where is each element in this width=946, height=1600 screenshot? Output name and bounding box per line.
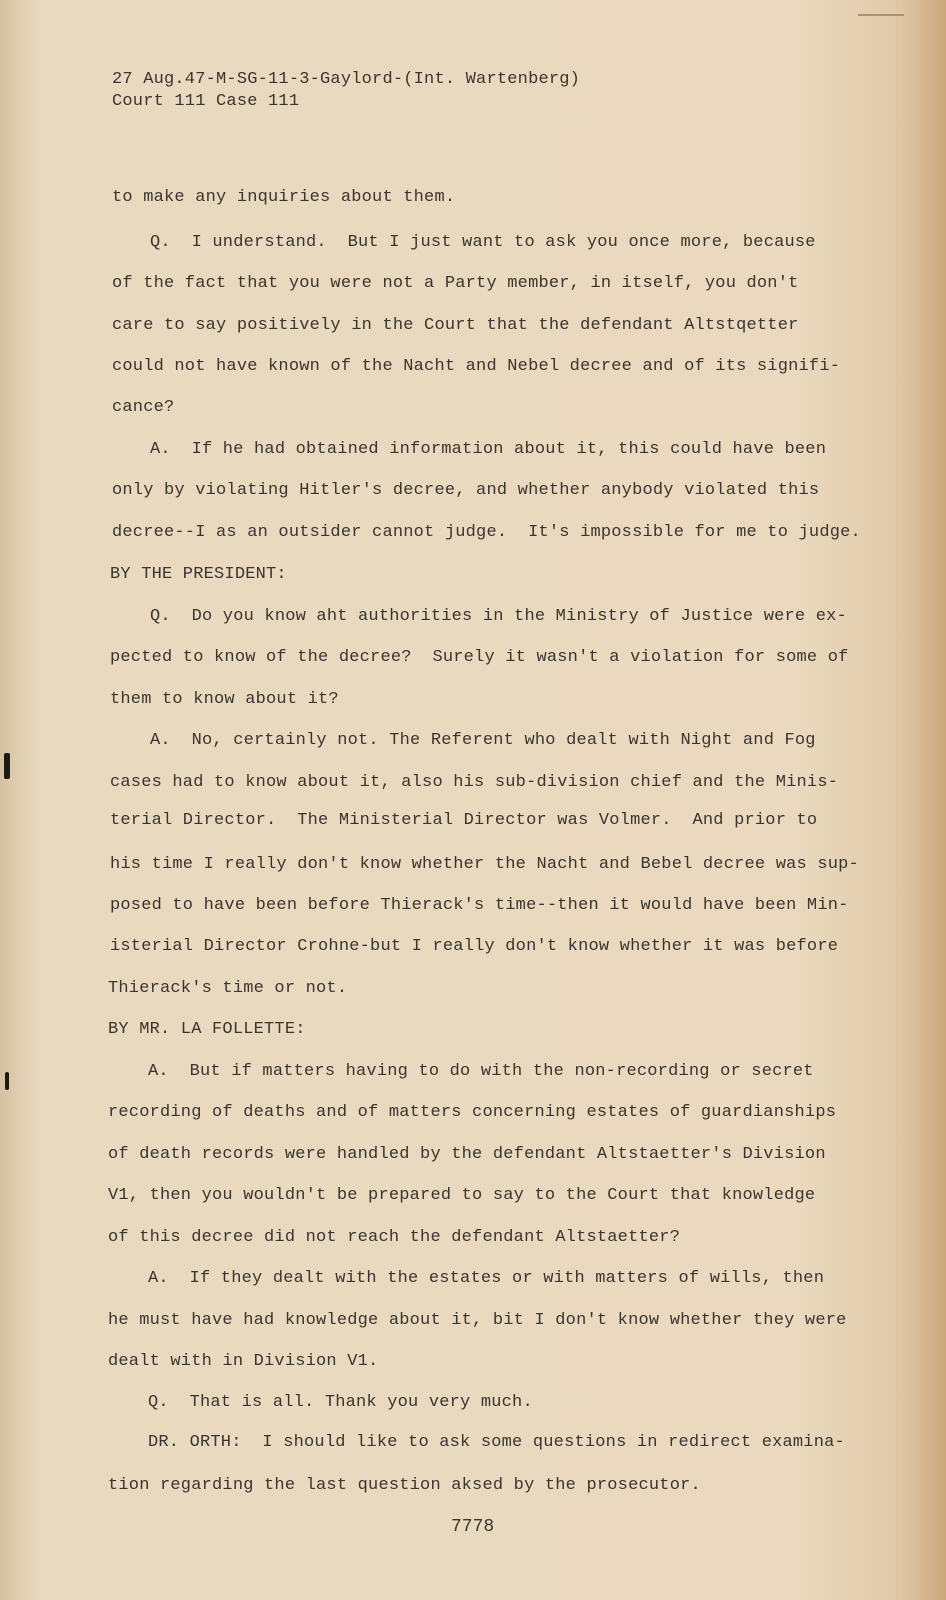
body-line: terial Director. The Ministerial Director was Volmer. And prior to <box>110 811 818 830</box>
body-line: dealt with in Division V1. <box>108 1352 379 1371</box>
body-line: of death records were handled by the defendant Altstaetter's Division <box>108 1145 826 1164</box>
binding-mark <box>5 1072 9 1090</box>
header-line-2: Court 111 Case 111 <box>112 92 300 111</box>
body-line: only by violating Hitler's decree, and whether anybody violated this <box>112 481 820 500</box>
body-line: of the fact that you were not a Party member, in itself, you don't <box>112 274 799 293</box>
body-line: cases had to know about it, also his sub-division chief and the Minis- <box>110 773 839 792</box>
body-line: A. If he had obtained information about it, this could have been <box>150 440 827 459</box>
body-line: his time I really don't know whether the Nacht and Bebel decree was sup- <box>110 855 859 874</box>
body-line: Q. I understand. But I just want to ask you once more, because <box>150 233 816 252</box>
body-line: tion regarding the last question aksed by the prosecutor. <box>108 1476 701 1495</box>
section-heading: BY THE PRESIDENT: <box>110 565 287 584</box>
body-line: posed to have been before Thierack's time--then it would have been Min- <box>110 896 849 915</box>
body-line: to make any inquiries about them. <box>112 188 456 207</box>
body-line: isterial Director Crohne-but I really don't know whether it was before <box>110 937 839 956</box>
body-line: he must have had knowledge about it, bit I don't know whether they were <box>108 1311 847 1330</box>
header-line-1: 27 Aug.47-M-SG-11-3-Gaylord-(Int. Wartenberg) <box>112 70 581 89</box>
binding-mark <box>4 753 10 779</box>
body-line: Q. Do you know aht authorities in the Ministry of Justice were ex- <box>150 607 847 626</box>
body-line: of this decree did not reach the defendant Altstaetter? <box>108 1228 681 1247</box>
body-line: recording of deaths and of matters concerning estates of guardianships <box>108 1103 837 1122</box>
body-line: DR. ORTH: I should like to ask some questions in redirect examina- <box>148 1433 845 1452</box>
body-line: could not have known of the Nacht and Nebel decree and of its signifi- <box>112 357 841 376</box>
edge-mark <box>858 14 904 16</box>
body-line: decree--I as an outsider cannot judge. It's impossible for me to judge. <box>112 523 861 542</box>
body-line: care to say positively in the Court that the defendant Altstqetter <box>112 316 799 335</box>
body-line: them to know about it? <box>110 690 339 709</box>
body-line: V1, then you wouldn't be prepared to say to the Court that knowledge <box>108 1186 816 1205</box>
body-line: A. No, certainly not. The Referent who dealt with Night and Fog <box>150 731 816 750</box>
body-line: Thierack's time or not. <box>108 979 348 998</box>
body-line: Q. That is all. Thank you very much. <box>148 1393 533 1412</box>
body-line: pected to know of the decree? Surely it wasn't a violation for some of <box>110 648 849 667</box>
body-line: A. If they dealt with the estates or with matters of wills, then <box>148 1269 825 1288</box>
section-heading: BY MR. LA FOLLETTE: <box>108 1020 306 1039</box>
page-number: 7778 <box>451 1517 495 1537</box>
body-line: A. But if matters having to do with the non-recording or secret <box>148 1062 814 1081</box>
body-line: cance? <box>112 398 175 417</box>
